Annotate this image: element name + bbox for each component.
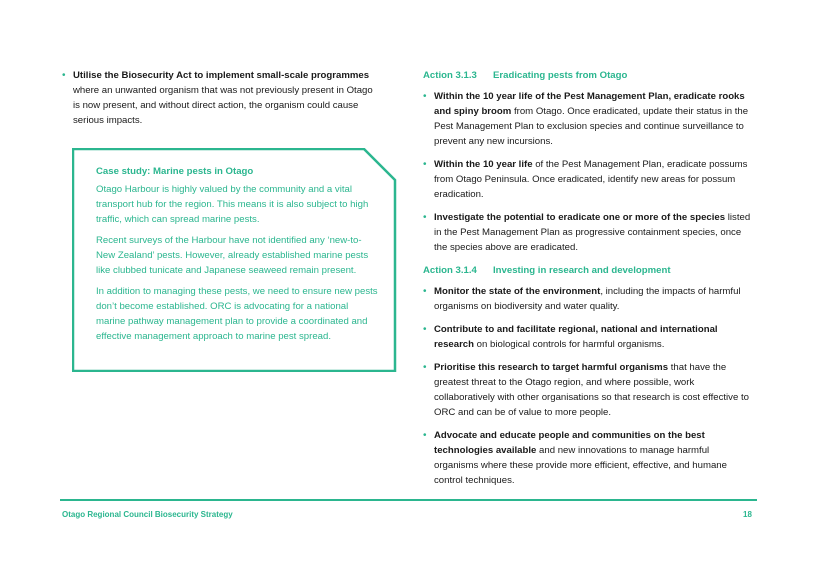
case-study-box <box>72 148 397 372</box>
case-study-paragraph: Otago Harbour is highly valued by the community and a vital transport hub for the region. This means it is also subject to high traffic, which can spread marine pests. <box>96 184 369 225</box>
action-number: Action 3.1.3 <box>423 70 477 81</box>
item-text: on biological controls for harmful organisms. <box>474 339 665 350</box>
bullet-icon: • <box>62 70 66 81</box>
action-title: Investing in research and development <box>493 265 671 276</box>
case-study-content <box>96 164 380 350</box>
list-item <box>423 157 753 202</box>
item-bold-text: Contribute to and facilitate regional, national and international research <box>434 324 718 350</box>
action-number: Action 3.1.4 <box>423 265 477 276</box>
bullet-icon: • <box>423 286 427 297</box>
list-item <box>423 360 753 420</box>
action-heading <box>423 68 753 83</box>
list-item <box>423 210 753 255</box>
bullet-icon: • <box>423 430 427 441</box>
case-study-title: Case study: Marine pests in Otago <box>96 166 254 177</box>
page-number: 18 <box>743 510 752 519</box>
footer-title: Otago Regional Council Biosecurity Strategy <box>62 510 233 519</box>
bullet-icon: • <box>423 324 427 335</box>
list-item <box>423 322 753 352</box>
bullet-text: where an unwanted organism that was not previously present in Otago is now present, and without direct action, the organism could cause serious impacts. <box>73 85 373 126</box>
item-bold-text: Monitor the state of the environment <box>434 286 601 297</box>
list-item <box>62 68 382 128</box>
case-study-paragraph: In addition to managing these pests, we need to ensure new pests don’t become established. ORC is advocating for a national marine pathway management plan to provide a coordinated and effective management approach to marine pest spread. <box>96 286 378 342</box>
action-title: Eradicating pests from Otago <box>493 70 628 81</box>
action-heading <box>423 263 753 278</box>
list-item <box>423 284 753 314</box>
item-text: from Otago. Once eradicated, update their status in the Pest Management Plan to exclusion species and continue surveillance to prevent any new incursions. <box>434 106 749 147</box>
bullet-icon: • <box>423 362 427 373</box>
item-bold-text: Investigate the potential to eradicate one or more of the species <box>434 212 726 223</box>
list-item <box>423 428 753 488</box>
bullet-icon: • <box>423 212 427 223</box>
item-text: listed in the Pest Management Plan as progressive containment species, once the species above are eradicated. <box>434 212 751 253</box>
item-text: that have the greatest threat to the Otago region, and where possible, work collaboratively with other organisations so that research is cost effective to ORC and can be of value to more people. <box>434 362 749 418</box>
footer-divider <box>60 499 757 501</box>
bullet-icon: • <box>423 159 427 170</box>
left-bullet-list <box>62 68 382 128</box>
item-text: , including the impacts of harmful organisms on biodiversity and water quality. <box>434 286 741 312</box>
right-column <box>423 68 753 496</box>
bullet-bold-text: Utilise the Biosecurity Act to implement small-scale programmes <box>73 70 370 81</box>
list-item <box>423 89 753 149</box>
item-bold-text: Prioritise this research to target harmful organisms <box>434 362 669 373</box>
case-study-paragraph: Recent surveys of the Harbour have not identified any ‘new-to-New Zealand’ pests. However, already established marine pests like clubbed tunicate and Japanese seaweed remain present. <box>96 235 369 276</box>
item-text: of the Pest Management Plan, eradicate possums from Otago Peninsula. Once eradicated, identify new areas for possum eradication. <box>434 159 748 200</box>
bullet-icon: • <box>423 91 427 102</box>
item-text: and new innovations to manage harmful organisms where these provide more efficient, effective, and humane control techniques. <box>434 445 727 486</box>
item-bold-text: Advocate and educate people and communities on the best technologies available <box>434 430 705 456</box>
item-bold-text: Within the 10 year life of the Pest Management Plan, eradicate rooks and spiny broom <box>434 91 745 117</box>
item-bold-text: Within the 10 year life <box>434 159 533 170</box>
action-list <box>423 284 753 488</box>
left-column <box>62 68 382 136</box>
action-list <box>423 89 753 255</box>
